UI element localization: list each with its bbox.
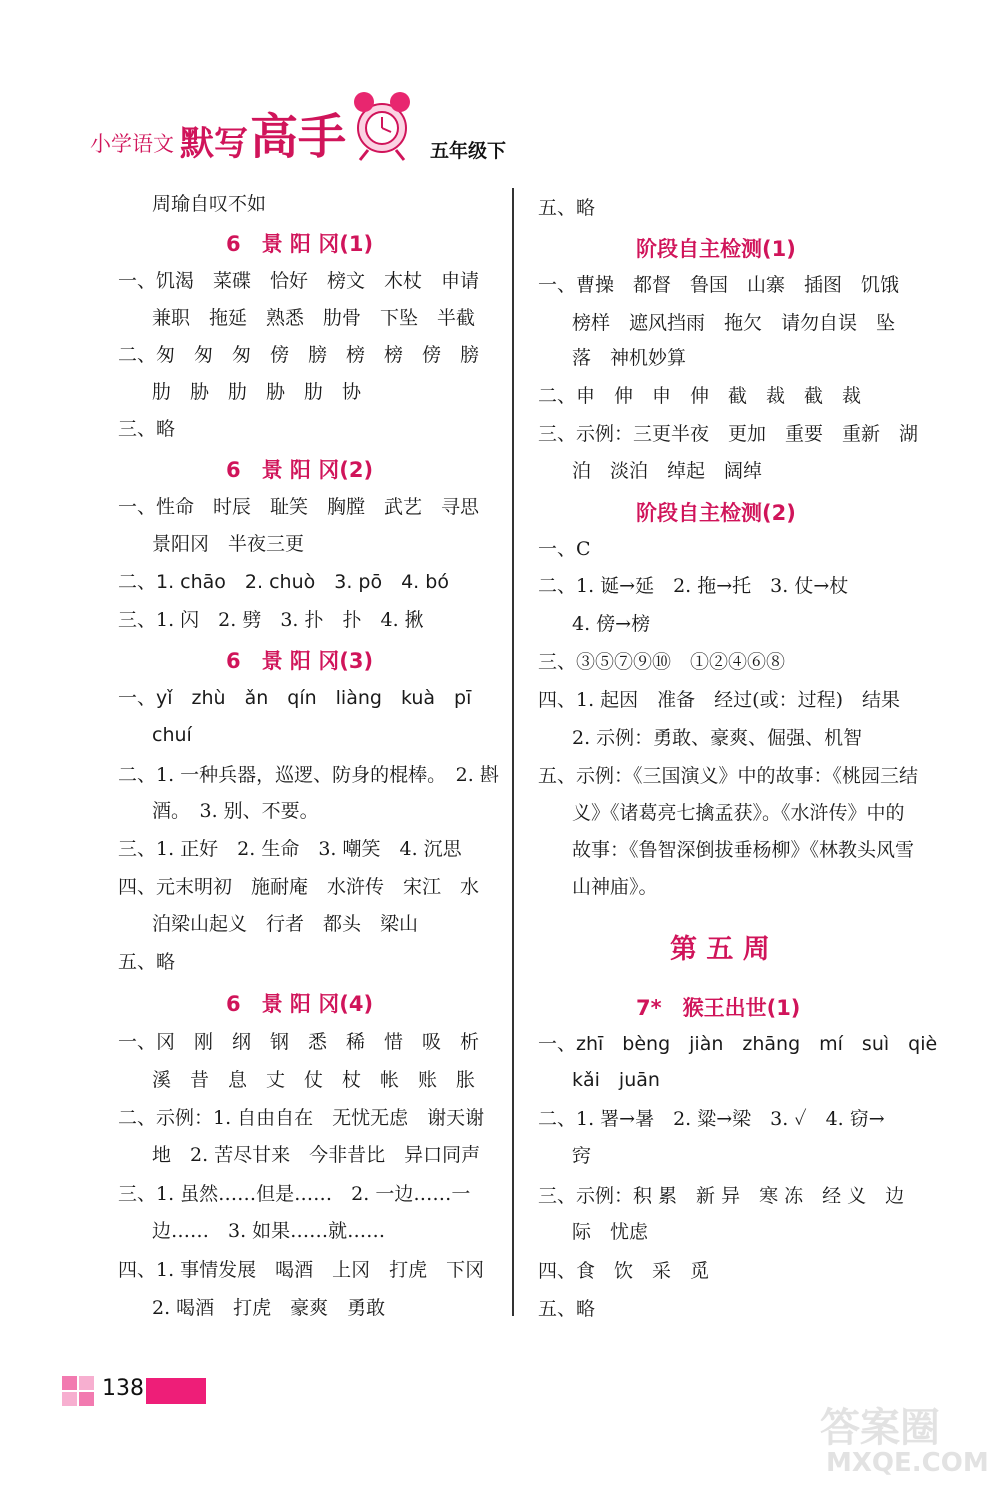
answer-line: 山神庙》。 xyxy=(572,876,658,898)
week-heading: 第 五 周 xyxy=(670,934,770,965)
answer-line: 一、zhī bèng jiàn zhāng mí suì qiè xyxy=(538,1033,938,1055)
answer-line: 二、示例：1. 自由自在 无忧无虑 谢天谢 xyxy=(118,1107,485,1129)
answer-line: 一、yǐ zhù ǎn qín liàng kuà pī xyxy=(118,687,472,709)
answer-line: 景阳冈 半夜三更 xyxy=(152,533,305,555)
page-number-bar xyxy=(146,1378,206,1404)
answer-line: 酒。 3. 别、不要。 xyxy=(152,800,319,822)
answer-line: 三、1. 虽然……但是…… 2. 一边……一 xyxy=(118,1183,471,1205)
answer-line: 五、略 xyxy=(538,1298,596,1320)
answer-line: 肋 胁 肋 胁 肋 协 xyxy=(152,381,362,403)
section-heading: 7* 猴王出世(1) xyxy=(636,996,801,1020)
answer-line: 溪 昔 息 丈 仗 杖 帐 账 胀 xyxy=(152,1069,476,1091)
answer-line: chuí xyxy=(152,724,192,746)
page-number: 138 xyxy=(102,1376,144,1401)
answer-line: 三、③⑤⑦⑨⑩ ①②④⑥⑧ xyxy=(538,651,786,673)
answer-line: 一、冈 刚 纲 钢 悉 稀 惜 吸 析 xyxy=(118,1031,480,1053)
answer-line: 二、1. 诞→延 2. 拖→托 3. 仗→杖 xyxy=(538,575,849,597)
answer-line: 二、1. 一种兵器，巡逻、防身的棍棒。 2. 斟 xyxy=(118,764,499,786)
answer-line: 4. 傍→榜 xyxy=(572,613,651,635)
answer-line: 四、元末明初 施耐庵 水浒传 宋江 水 xyxy=(118,876,480,898)
answer-line: 落 神机妙算 xyxy=(572,347,687,369)
answer-line: 故事：《鲁智深倒拔垂杨柳》《林教头风雪 xyxy=(572,839,915,861)
answer-line: 兼职 拖延 熟悉 肋骨 下坠 半截 xyxy=(152,307,476,329)
answer-line: 三、示例：积 累 新 异 寒 冻 经 义 边 xyxy=(538,1185,905,1207)
answer-line: 三、1. 正好 2. 生命 3. 嘲笑 4. 沉思 xyxy=(118,838,462,860)
answer-line: 四、食 饮 采 觅 xyxy=(538,1260,710,1282)
answer-line: 际 忧虑 xyxy=(572,1221,649,1243)
header-title-1: 默写 xyxy=(180,124,248,164)
answer-line: 一、饥渴 菜碟 恰好 榜文 木杖 申请 xyxy=(118,270,480,292)
answer-line: 泊 淡泊 绰起 阔绰 xyxy=(572,460,763,482)
answer-line: 义》《诸葛亮七擒孟获》。《水浒传》中的 xyxy=(572,802,905,824)
answer-line: 泊梁山起义 行者 都头 梁山 xyxy=(152,913,419,935)
answer-line: 2. 喝酒 打虎 豪爽 勇敢 xyxy=(152,1297,386,1319)
answer-line: 窍 xyxy=(572,1145,592,1167)
answer-line: 边…… 3. 如果……就…… xyxy=(152,1220,386,1242)
answer-line: 周瑜自叹不如 xyxy=(152,193,267,215)
answer-line: 三、1. 闪 2. 劈 3. 扑 扑 4. 揪 xyxy=(118,609,424,631)
answer-line: 三、示例：三更半夜 更加 重要 重新 湖 xyxy=(538,423,919,445)
answer-line: 一、曹操 都督 鲁国 山寨 插图 饥饿 xyxy=(538,274,900,296)
answer-line: kǎi juān xyxy=(572,1069,660,1091)
answer-line: 二、1. chāo 2. chuò 3. pō 4. bó xyxy=(118,571,449,593)
answer-line: 四、1. 起因 准备 经过(或：过程) 结果 xyxy=(538,689,900,711)
section-heading: 6 景 阳 冈(4) xyxy=(226,992,374,1016)
answer-line: 四、1. 事情发展 喝酒 上冈 打虎 下冈 xyxy=(118,1259,485,1281)
section-heading: 6 景 阳 冈(2) xyxy=(226,458,374,482)
column-divider xyxy=(512,188,514,1316)
answer-line: 五、示例：《三国演义》中的故事：《桃园三结 xyxy=(538,765,919,787)
answer-line: 一、性命 时辰 耻笑 胸膛 武艺 寻思 xyxy=(118,496,480,518)
answer-line: 二、匆 匆 匆 傍 膀 榜 榜 傍 膀 xyxy=(118,344,480,366)
section-heading: 6 景 阳 冈(1) xyxy=(226,232,374,256)
section-heading: 6 景 阳 冈(3) xyxy=(226,649,374,673)
watermark-url: MXQE.COM xyxy=(826,1448,989,1478)
section-heading: 阶段自主检测(1) xyxy=(636,237,796,261)
answer-line: 二、1. 署→暑 2. 粱→梁 3. ✓ 4. 窃→ xyxy=(538,1108,885,1130)
answer-line: 榜样 遮风挡雨 拖欠 请勿自误 坠 xyxy=(572,312,896,334)
header-subject: 小学语文 xyxy=(90,132,174,156)
header-title-2: 高手 xyxy=(250,109,347,165)
answer-line: 地 2. 苦尽甘来 今非昔比 异口同声 xyxy=(152,1144,481,1166)
page-header xyxy=(88,84,528,164)
answer-line: 五、略 xyxy=(538,197,596,219)
answer-line: 三、略 xyxy=(118,418,176,440)
header-grade: 五年级下 xyxy=(430,140,507,162)
section-heading: 阶段自主检测(2) xyxy=(636,501,796,525)
answer-line: 五、略 xyxy=(118,951,176,973)
watermark-logo: 答案圈 xyxy=(820,1405,940,1451)
answer-line: 2. 示例：勇敢、豪爽、倔强、机智 xyxy=(572,727,863,749)
answer-line: 一、C xyxy=(538,538,591,560)
answer-line: 二、申 伸 申 伸 截 裁 截 裁 xyxy=(538,385,862,407)
alarm-clock-mascot-icon xyxy=(342,84,422,164)
page-number-decoration xyxy=(62,1376,96,1406)
